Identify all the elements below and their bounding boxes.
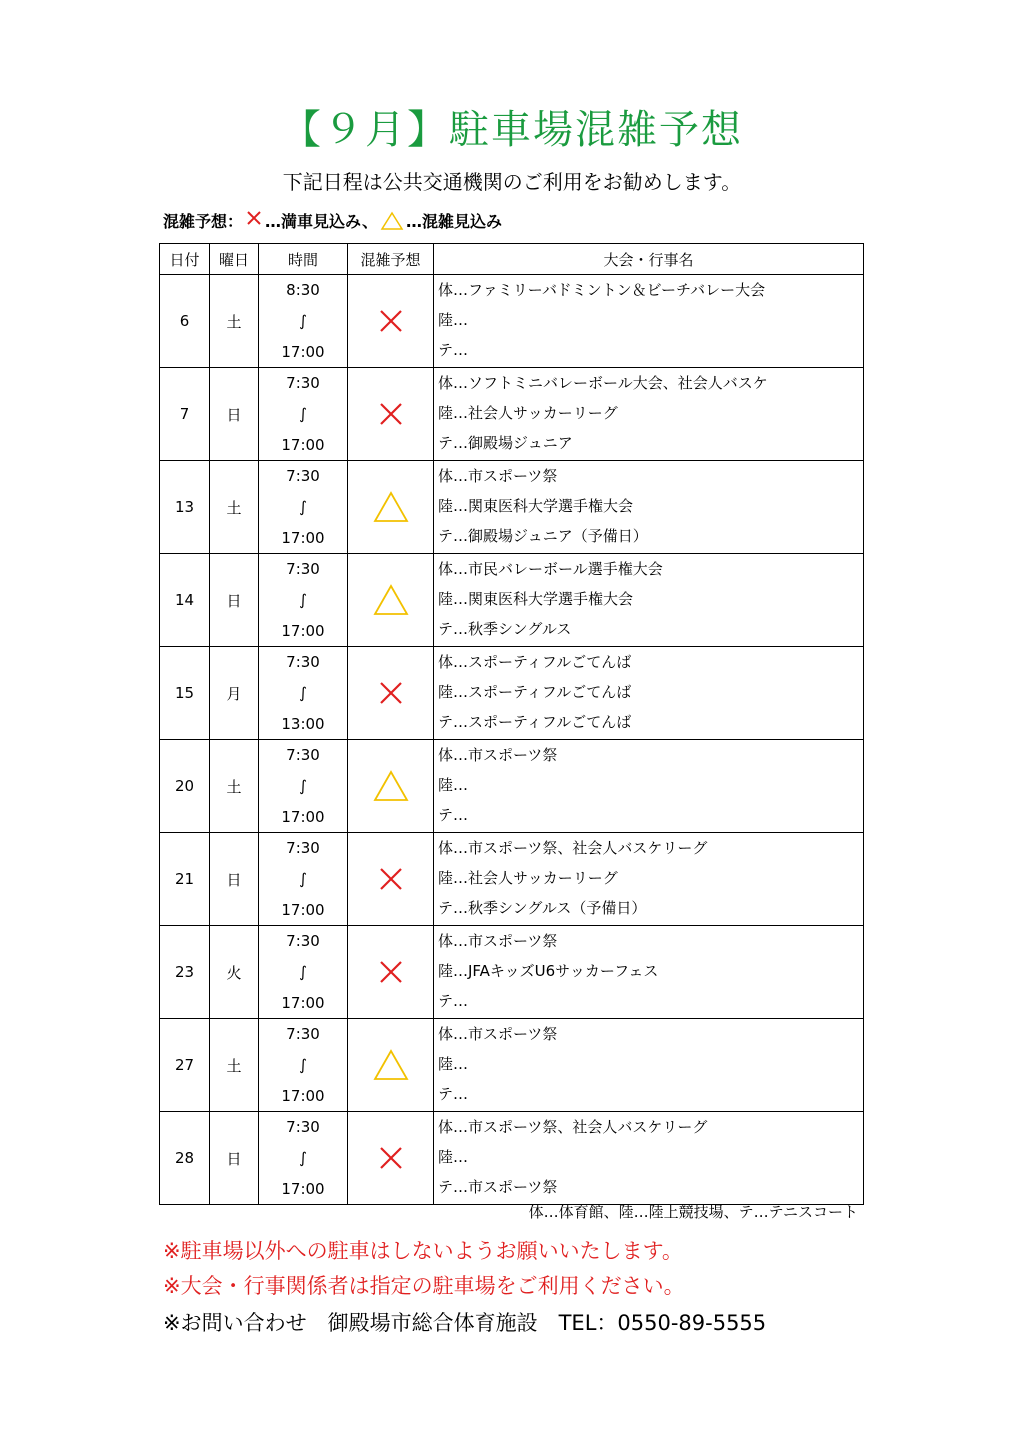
event-track: 陸… [438,776,469,794]
time-end: 17:00 [281,343,325,361]
cell-weekday: 日 [210,1112,259,1205]
time-start: 8:30 [286,281,320,299]
cell-events [434,833,864,926]
time-separator: ∫ [299,1056,307,1074]
cell-forecast [348,926,434,1019]
cell-date: 15 [160,647,210,740]
time-end: 17:00 [281,622,325,640]
time-start: 7:30 [286,1118,320,1136]
table-row [160,275,864,368]
table-row [160,554,864,647]
cell-forecast [348,554,434,647]
time-separator: ∫ [299,870,307,888]
event-gym: 体…市スポーツ祭、社会人バスケリーグ [438,839,708,857]
triangle-icon [348,1049,433,1081]
time-start: 7:30 [286,746,320,764]
time-end: 17:00 [281,808,325,826]
cell-date: 28 [160,1112,210,1205]
time-end: 17:00 [281,1180,325,1198]
cell-events [434,275,864,368]
cell-forecast [348,461,434,554]
cell-date: 27 [160,1019,210,1112]
cell-date: 7 [160,368,210,461]
time-end: 17:00 [281,1087,325,1105]
event-gym: 体…市スポーツ祭、社会人バスケリーグ [438,1118,708,1136]
event-track: 陸…社会人サッカーリーグ [438,404,618,422]
event-tennis: テ… [438,806,469,824]
event-gym: 体…ソフトミニバレーボール大会、社会人バスケ [438,374,768,392]
table-row [160,833,864,926]
time-separator: ∫ [299,777,307,795]
cell-events [434,740,864,833]
header-weekday: 曜日 [210,244,259,275]
table-row [160,461,864,554]
time-separator: ∫ [299,1149,307,1167]
header-date: 日付 [160,244,210,275]
time-end: 17:00 [281,994,325,1012]
event-tennis: テ… [438,1085,469,1103]
page-subtitle: 下記日程は公共交通機関のご利用をお勧めします。 [282,170,742,194]
cell-time [259,368,348,461]
cell-time [259,1019,348,1112]
cell-date: 23 [160,926,210,1019]
cell-weekday: 月 [210,647,259,740]
event-tennis: テ…御殿場ジュニア（予備日） [438,527,648,545]
cell-date: 6 [160,275,210,368]
time-start: 7:30 [286,467,320,485]
cell-events [434,647,864,740]
cell-time [259,554,348,647]
event-track: 陸… [438,1055,469,1073]
time-end: 17:00 [281,529,325,547]
event-gym: 体…スポーティフルごてんば [438,653,632,671]
cell-time [259,833,348,926]
event-gym: 体…市民バレーボール選手権大会 [438,560,663,578]
event-gym: 体…市スポーツ祭 [438,1025,558,1043]
table-row [160,740,864,833]
cell-time [259,1112,348,1205]
table-row [160,368,864,461]
cell-forecast [348,740,434,833]
time-separator: ∫ [299,405,307,423]
cross-icon [348,401,433,427]
event-tennis: テ…スポーティフルごてんば [438,713,632,731]
header-events: 大会・行事名 [434,244,864,275]
legend-crowded-text: …混雑見込み [405,212,502,231]
event-gym: 体…ファミリーバドミントン＆ビーチバレー大会 [438,281,766,299]
cell-forecast [348,368,434,461]
event-gym: 体…市スポーツ祭 [438,467,558,485]
cross-icon [348,308,433,334]
triangle-icon [380,211,404,231]
event-track: 陸…関東医科大学選手権大会 [438,497,634,515]
event-gym: 体…市スポーツ祭 [438,746,558,764]
cell-weekday: 土 [210,1019,259,1112]
time-separator: ∫ [299,684,307,702]
time-separator: ∫ [299,591,307,609]
table-header-row [160,244,864,275]
cell-events [434,368,864,461]
schedule-table [159,243,864,1205]
cross-icon [348,959,433,985]
table-row [160,1019,864,1112]
page-title: 【９月】駐車場混雑予想 [281,107,743,153]
event-track: 陸…JFAキッズU6サッカーフェス [438,962,659,980]
table-row [160,1112,864,1205]
event-track: 陸… [438,311,469,329]
time-start: 7:30 [286,653,320,671]
header-forecast: 混雑予想 [348,244,434,275]
cell-forecast [348,275,434,368]
time-separator: ∫ [299,498,307,516]
cell-weekday: 土 [210,740,259,833]
cell-events [434,1112,864,1205]
cell-date: 13 [160,461,210,554]
cell-weekday: 土 [210,461,259,554]
facility-legend: 体…体育館、陸…陸上競技場、テ…テニスコート [528,1203,858,1221]
table-row [160,647,864,740]
cell-time [259,461,348,554]
event-tennis: テ…秋季シングルス（予備日） [438,899,647,917]
parking-notice: ※駐車場以外への駐車はしないようお願いいたします。 [163,1239,683,1263]
event-tennis: テ… [438,341,469,359]
cell-forecast [348,1019,434,1112]
event-track: 陸… [438,1148,469,1166]
cell-weekday: 火 [210,926,259,1019]
time-start: 7:30 [286,560,320,578]
cell-time [259,647,348,740]
contact-info: ※お問い合わせ 御殿場市総合体育施設 TEL：0550-89-5555 [163,1311,767,1335]
cross-icon [348,1145,433,1171]
table-row [160,926,864,1019]
time-end: 13:00 [281,715,325,733]
cell-events [434,1019,864,1112]
time-start: 7:30 [286,839,320,857]
time-end: 17:00 [281,436,325,454]
cell-events [434,554,864,647]
legend-prefix: 混雑予想： [163,212,244,231]
cell-forecast [348,833,434,926]
cell-forecast [348,647,434,740]
officials-notice: ※大会・行事関係者は指定の駐車場をご利用ください。 [163,1274,685,1298]
cell-forecast [348,1112,434,1205]
time-start: 7:30 [286,374,320,392]
triangle-icon [348,491,433,523]
legend-full-text: …満車見込み、 [265,212,378,231]
time-start: 7:30 [286,1025,320,1043]
time-start: 7:30 [286,932,320,950]
event-tennis: テ…市スポーツ祭 [438,1178,558,1196]
cell-events [434,461,864,554]
cross-icon [348,866,433,892]
event-tennis: テ…御殿場ジュニア [438,434,573,452]
cell-weekday: 土 [210,275,259,368]
cell-date: 21 [160,833,210,926]
time-separator: ∫ [299,312,307,330]
event-tennis: テ…秋季シングルス [438,620,572,638]
cell-date: 14 [160,554,210,647]
cross-icon [348,680,433,706]
time-end: 17:00 [281,901,325,919]
event-gym: 体…市スポーツ祭 [438,932,558,950]
time-separator: ∫ [299,963,307,981]
event-tennis: テ… [438,992,469,1010]
cell-weekday: 日 [210,833,259,926]
triangle-icon [348,770,433,802]
legend [163,209,502,232]
cell-date: 20 [160,740,210,833]
cell-time [259,926,348,1019]
cell-time [259,740,348,833]
event-track: 陸…関東医科大学選手権大会 [438,590,634,608]
event-track: 陸…社会人サッカーリーグ [438,869,618,887]
cross-icon [245,209,263,232]
cell-time [259,275,348,368]
header-time: 時間 [259,244,348,275]
cell-weekday: 日 [210,554,259,647]
triangle-icon [348,584,433,616]
cell-weekday: 日 [210,368,259,461]
cell-events [434,926,864,1019]
event-track: 陸…スポーティフルごてんば [438,683,632,701]
